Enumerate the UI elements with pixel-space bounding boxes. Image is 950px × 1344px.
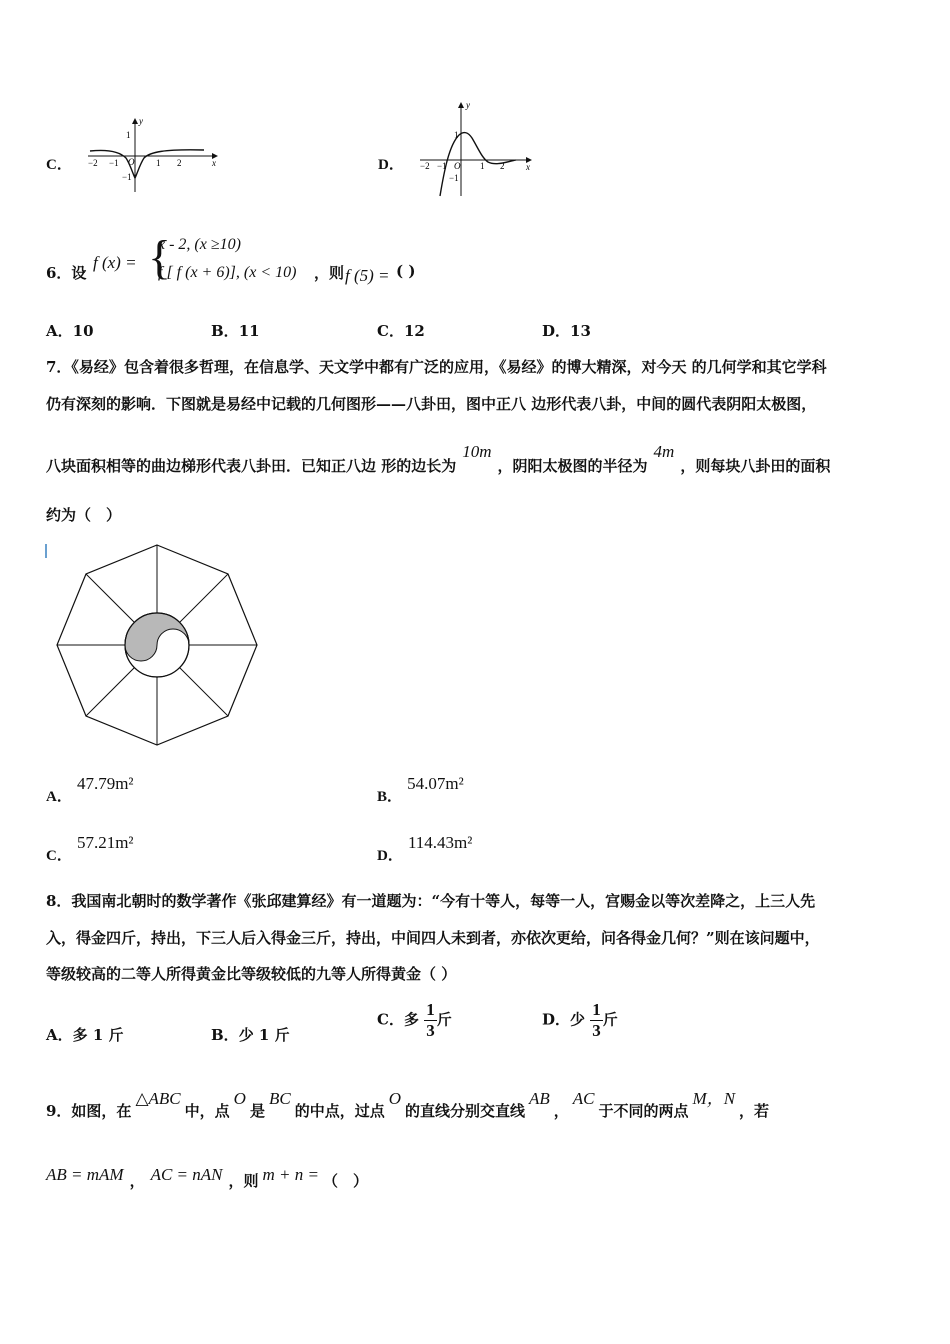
q7-option-b[interactable]: B． 54.07m² xyxy=(377,774,464,805)
tick-x: 1 xyxy=(480,161,485,171)
q8-line3: 等级较高的二等人所得黄金比等级较低的九等人所得黄金（ ） xyxy=(46,965,457,983)
bagua-figure xyxy=(44,538,274,753)
tick-y-top: 1 xyxy=(454,130,459,140)
q6-option-b[interactable]: B．11 xyxy=(211,322,260,340)
q7-line1: 7．《易经》包含着很多哲理，在信息学、天文学中都有广泛的应用，《易经》的博大精深，对今天 的几何学和其它学科 xyxy=(46,358,827,376)
option-d-label: D． xyxy=(378,157,404,173)
tick-x: −1 xyxy=(437,161,447,171)
y-axis-arrow xyxy=(132,118,138,124)
q6-func-lhs: f (x) = xyxy=(93,253,137,272)
option-c-label: C． xyxy=(46,157,72,173)
tick-y-bottom: −1 xyxy=(122,172,132,182)
tick-x: 2 xyxy=(177,158,182,168)
q6-option-d[interactable]: D．13 xyxy=(542,322,591,340)
q8-option-c[interactable]: C．多 $\frac{1}{3}$ 斤 xyxy=(377,1000,452,1040)
origin: O xyxy=(454,161,461,171)
tick-y-bottom: −1 xyxy=(449,173,459,183)
q7-side: 10m xyxy=(462,442,492,461)
q9-line1: 9．如图，在△ABC中，点O是BC的中点，过点O的直线分别交直线AB，AC于不同的两点M，N，若 xyxy=(46,1089,770,1120)
q8-option-d[interactable]: D．少 $\frac{1}{3}$ 斤 xyxy=(542,1000,618,1040)
tick-x: 2 xyxy=(500,161,505,171)
q8-option-a[interactable]: A．多 1 斤 xyxy=(46,1026,124,1044)
q7-line4: 约为（ ） xyxy=(46,506,122,524)
tick-y-top: 1 xyxy=(126,130,131,140)
q6-option-c[interactable]: C．12 xyxy=(377,322,425,340)
q6-then: ，则 xyxy=(314,264,345,282)
curve xyxy=(90,150,204,178)
q9-line2: AB = mAM ， AC = nAN ，则 m + n = （ ） xyxy=(46,1165,369,1190)
q6-paren: ( ) xyxy=(396,262,416,280)
q7-option-d[interactable]: D． 114.43m² xyxy=(377,833,473,864)
q6-case1: x - 2, (x ≥10) xyxy=(158,236,241,253)
q7-line3: 八块面积相等的曲边梯形代表八卦田．已知正八边 形的边长为10m，阴阳太极图的半径为4m，则每块八卦田的面积 xyxy=(46,442,831,475)
q7-option-a[interactable]: A． 47.79m² xyxy=(46,774,134,805)
y-label: y xyxy=(466,100,470,110)
tick-x: −2 xyxy=(88,158,98,168)
graph-d xyxy=(416,100,540,200)
tick-x: −1 xyxy=(109,158,119,168)
q7-option-c[interactable]: C． 57.21m² xyxy=(46,833,134,864)
q7-radius: 4m xyxy=(653,442,675,461)
q8-line2: 入，得金四斤，持出，下三人后入得金三斤，持出，中间四人未到者，亦依次更给，问各得金几何？”则在该问题中， xyxy=(46,929,820,947)
q6-option-a[interactable]: A．10 xyxy=(46,322,94,340)
q7-line2: 仍有深刻的影响．下图就是易经中记载的几何图形——八卦田，图中正八 边形代表八卦，中间的圆代表阴阳太极图， xyxy=(46,395,817,413)
tick-x: 1 xyxy=(156,158,161,168)
y-label: y xyxy=(139,116,143,126)
y-axis-arrow xyxy=(458,102,464,108)
q8-line1: 8．我国南北朝时的数学著作《张邱建算经》有一道题为：“今有十等人，每等一人，宫赐金以等次差降之，上三人先 xyxy=(46,892,816,910)
graph-c xyxy=(84,116,224,196)
q6-number: 6．设 xyxy=(46,264,87,282)
curve xyxy=(440,133,516,196)
q6-brace: { xyxy=(148,231,172,284)
x-label: x xyxy=(212,158,216,168)
tick-x: −2 xyxy=(420,161,430,171)
x-label: x xyxy=(526,162,530,172)
q8-option-b[interactable]: B．少 1 斤 xyxy=(211,1026,290,1044)
q6-ask: f (5) = xyxy=(345,266,390,285)
origin: O xyxy=(128,157,135,167)
q6-case2: f [ f (x + 6)], (x < 10) xyxy=(158,264,297,281)
